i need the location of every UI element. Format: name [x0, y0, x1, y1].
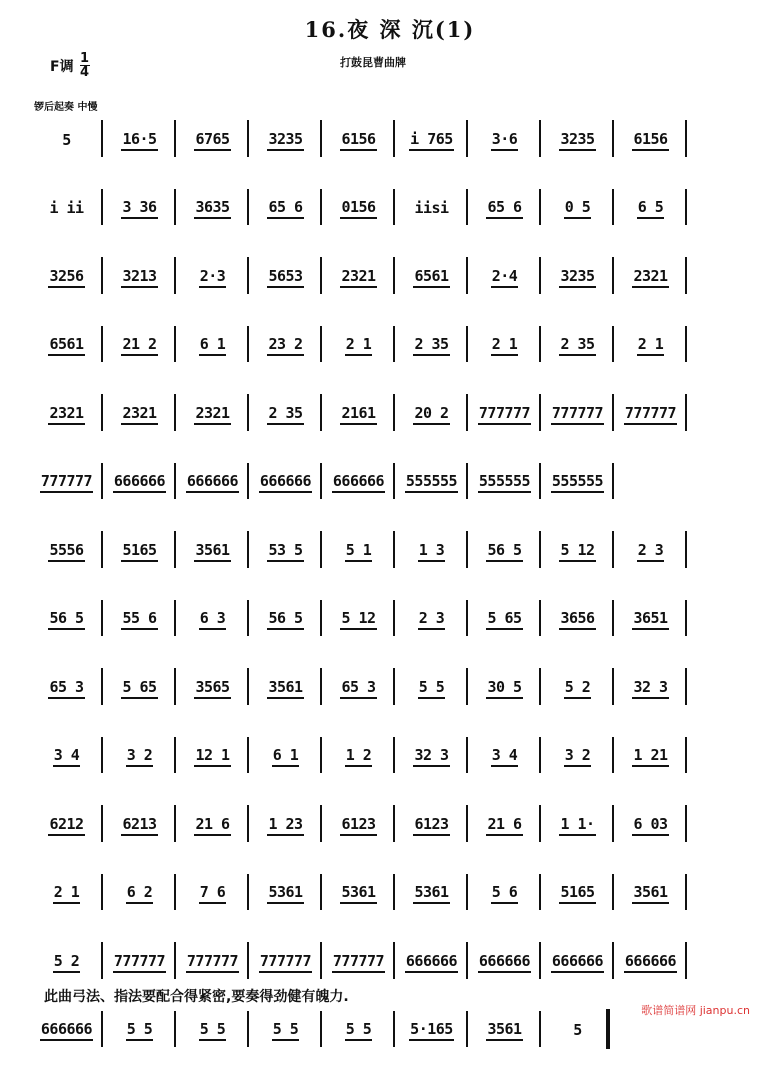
measure: [541, 997, 614, 1065]
note-group: 6 03: [632, 815, 668, 836]
note-group: 5: [572, 1021, 583, 1040]
note-group: 30 5: [486, 678, 522, 699]
note-group: 2·3: [199, 267, 227, 288]
measure: [322, 449, 395, 518]
note-group: 777777: [478, 404, 531, 425]
note-group: 6 1: [272, 746, 300, 767]
note-group: 777777: [113, 952, 166, 973]
measure: [614, 243, 687, 312]
note-group: 2161: [340, 404, 376, 425]
note-group: 2321: [632, 267, 668, 288]
measure: [614, 175, 687, 244]
measure: [30, 791, 103, 860]
score-line: [30, 106, 760, 175]
note-group: 777777: [259, 952, 312, 973]
measure: [322, 791, 395, 860]
measure: [103, 791, 176, 860]
note-group: 5165: [121, 541, 157, 562]
measure: [395, 723, 468, 792]
measure: [249, 380, 322, 449]
note-group: 5 5: [126, 1020, 154, 1041]
measure: [614, 791, 687, 860]
note-group: 6 1: [199, 335, 227, 356]
note-group: 5 2: [564, 678, 592, 699]
measure: [468, 860, 541, 929]
note-group: 5 1: [345, 541, 373, 562]
measure: [103, 586, 176, 655]
measure: [103, 654, 176, 723]
measure: [30, 380, 103, 449]
note-group: 3561: [194, 541, 230, 562]
measure: [176, 449, 249, 518]
note-group: 777777: [624, 404, 677, 425]
note-group: 666666: [332, 472, 385, 493]
measure: [322, 654, 395, 723]
measure: [176, 997, 249, 1065]
note-group: 20 2: [413, 404, 449, 425]
measure: [468, 791, 541, 860]
measure: [249, 175, 322, 244]
measure: [541, 312, 614, 381]
measure: [30, 654, 103, 723]
measure: [322, 243, 395, 312]
score-line: [30, 380, 760, 449]
note-group: 0156: [340, 198, 376, 219]
measure: [614, 723, 687, 792]
measure: [30, 243, 103, 312]
measure: [541, 586, 614, 655]
note-group: 3 4: [53, 746, 81, 767]
note-group: 777777: [186, 952, 239, 973]
measure: [541, 860, 614, 929]
measure: [468, 586, 541, 655]
note-group: 5 5: [418, 678, 446, 699]
measure: [541, 380, 614, 449]
note-group: 32 3: [413, 746, 449, 767]
measure: [176, 586, 249, 655]
tempo-marking: 锣后起奏 中慢: [34, 98, 97, 113]
note-group: 666666: [186, 472, 239, 493]
note-group: 12 1: [194, 746, 230, 767]
key-label: F调: [50, 56, 74, 76]
measure: [322, 586, 395, 655]
measure: [103, 517, 176, 586]
measure: [468, 997, 541, 1065]
note-group: 56 5: [267, 609, 303, 630]
measure: [176, 243, 249, 312]
measure: [468, 517, 541, 586]
measure: [614, 106, 687, 175]
note-group: 56 5: [486, 541, 522, 562]
measure: [322, 380, 395, 449]
measure: [614, 380, 687, 449]
note-group: 777777: [551, 404, 604, 425]
measure: [395, 928, 468, 997]
note-group: 3213: [121, 267, 157, 288]
note-group: 3235: [559, 267, 595, 288]
note-group: 6212: [48, 815, 84, 836]
score-line: [30, 654, 760, 723]
note-group: 2 1: [345, 335, 373, 356]
note-group: 3235: [559, 130, 595, 151]
measure: [541, 791, 614, 860]
measure: [468, 654, 541, 723]
note-group: 65 6: [486, 198, 522, 219]
piece-subtitle: 打鼓昆曹曲牌: [340, 54, 406, 70]
note-group: 7 6: [199, 883, 227, 904]
note-group: 21 6: [194, 815, 230, 836]
note-group: 2321: [48, 404, 84, 425]
note-group: 2 1: [491, 335, 519, 356]
measure: [30, 723, 103, 792]
measure: [30, 106, 103, 175]
note-group: 5556: [48, 541, 84, 562]
note-group: 5 65: [121, 678, 157, 699]
watermark: 歌谱简谱网 jianpu.cn: [641, 1002, 750, 1018]
measure: [249, 791, 322, 860]
note-group: 6123: [340, 815, 376, 836]
measure: [322, 106, 395, 175]
note-group: 5 65: [486, 609, 522, 630]
note-group: 555555: [478, 472, 531, 493]
measure: [614, 312, 687, 381]
note-group: 3635: [194, 198, 230, 219]
piece-title: 16.夜 深 沉(1): [0, 14, 780, 44]
note-group: 5653: [267, 267, 303, 288]
note-group: 666666: [40, 1020, 93, 1041]
note-group: 666666: [259, 472, 312, 493]
score-staff: [30, 106, 760, 1065]
note-group: 666666: [113, 472, 166, 493]
measure: [468, 106, 541, 175]
note-group: 3·6: [491, 130, 519, 151]
note-group: 65 3: [340, 678, 376, 699]
measure: [249, 654, 322, 723]
note-group: 56 5: [48, 609, 84, 630]
note-group: 21 2: [121, 335, 157, 356]
note-group: 53 5: [267, 541, 303, 562]
measure: [249, 517, 322, 586]
note-group: 2 3: [418, 609, 446, 630]
measure: [103, 997, 176, 1065]
note-group: 2·4: [491, 267, 519, 288]
note-group: 5 12: [340, 609, 376, 630]
measure: [176, 380, 249, 449]
measure: [103, 312, 176, 381]
measure: [614, 586, 687, 655]
note-group: 6 3: [199, 609, 227, 630]
note-group: 2 1: [637, 335, 665, 356]
note-group: 32 3: [632, 678, 668, 699]
note-group: 3561: [632, 883, 668, 904]
measure: [249, 106, 322, 175]
note-group: 2321: [340, 267, 376, 288]
note-group: 21 6: [486, 815, 522, 836]
measure: [322, 175, 395, 244]
note-group: 55 6: [121, 609, 157, 630]
time-signature-top: 1: [80, 52, 89, 65]
note-group: 555555: [551, 472, 604, 493]
note-group: 2 3: [637, 541, 665, 562]
note-group: 16·5: [121, 130, 157, 151]
measure: [103, 175, 176, 244]
note-group: 6213: [121, 815, 157, 836]
measure: [249, 312, 322, 381]
note-group: 6156: [632, 130, 668, 151]
note-group: 3651: [632, 609, 668, 630]
note-group: 3 4: [491, 746, 519, 767]
measure: [30, 312, 103, 381]
measure: [176, 106, 249, 175]
measure: [395, 243, 468, 312]
note-group: 3 2: [564, 746, 592, 767]
score-line: [30, 791, 760, 860]
note-group: 666666: [551, 952, 604, 973]
note-group: 6 5: [637, 198, 665, 219]
note-group: 6561: [413, 267, 449, 288]
note-group: 23 2: [267, 335, 303, 356]
measure: [395, 312, 468, 381]
note-group: 2 35: [559, 335, 595, 356]
measure: [395, 106, 468, 175]
measure: [395, 586, 468, 655]
note-group: 5361: [267, 883, 303, 904]
note-group: 2 35: [413, 335, 449, 356]
measure: [249, 723, 322, 792]
note-group: 5361: [413, 883, 449, 904]
measure: [395, 860, 468, 929]
measure: [249, 243, 322, 312]
note-group: 1 3: [418, 541, 446, 562]
note-group: iisi: [413, 199, 449, 218]
measure: [541, 243, 614, 312]
measure: [103, 380, 176, 449]
measure: [103, 860, 176, 929]
note-group: 2321: [121, 404, 157, 425]
note-group: 2321: [194, 404, 230, 425]
measure: [468, 723, 541, 792]
note-group: 3656: [559, 609, 595, 630]
note-group: 5 2: [53, 952, 81, 973]
measure: [103, 723, 176, 792]
score-line: [30, 175, 760, 244]
measure: [249, 449, 322, 518]
measure: [614, 654, 687, 723]
measure: [468, 380, 541, 449]
note-group: 777777: [40, 472, 93, 493]
measure: [176, 517, 249, 586]
note-group: 6156: [340, 130, 376, 151]
note-group: 3 2: [126, 746, 154, 767]
note-group: 555555: [405, 472, 458, 493]
measure: [176, 723, 249, 792]
measure: [30, 175, 103, 244]
measure: [30, 586, 103, 655]
measure: [176, 175, 249, 244]
note-group: 5 6: [491, 883, 519, 904]
note-group: 65 6: [267, 198, 303, 219]
note-group: 6123: [413, 815, 449, 836]
measure: [322, 860, 395, 929]
key-signature: [50, 52, 90, 79]
note-group: 6 2: [126, 883, 154, 904]
note-group: 3561: [267, 678, 303, 699]
measure: [395, 449, 468, 518]
note-group: 3256: [48, 267, 84, 288]
note-group: 2 1: [53, 883, 81, 904]
measure: [541, 175, 614, 244]
measure: [30, 860, 103, 929]
note-group: 6561: [48, 335, 84, 356]
measure: [395, 997, 468, 1065]
measure: [614, 928, 687, 997]
measure: [468, 449, 541, 518]
measure: [468, 243, 541, 312]
measure: [103, 106, 176, 175]
measure: [30, 449, 103, 518]
measure: [176, 312, 249, 381]
measure: [468, 175, 541, 244]
note-group: 1 1·: [559, 815, 595, 836]
score-line: [30, 586, 760, 655]
measure: [176, 791, 249, 860]
measure: [103, 243, 176, 312]
measure: [176, 654, 249, 723]
note-group: 5 5: [345, 1020, 373, 1041]
time-signature: [80, 52, 90, 79]
note-group: 666666: [624, 952, 677, 973]
measure: [541, 517, 614, 586]
note-group: i 765: [409, 130, 454, 151]
measure: [322, 312, 395, 381]
measure: [30, 517, 103, 586]
score-line: [30, 312, 760, 381]
note-group: 3565: [194, 678, 230, 699]
score-line: [30, 860, 760, 929]
note-group: 3561: [486, 1020, 522, 1041]
note-group: 3 36: [121, 198, 157, 219]
measure: [249, 860, 322, 929]
note-group: 1 2: [345, 746, 373, 767]
note-group: 5 5: [272, 1020, 300, 1041]
measure: [322, 997, 395, 1065]
note-group: 666666: [478, 952, 531, 973]
note-group: 5: [61, 131, 72, 150]
note-group: i ii: [48, 199, 84, 218]
measure: [468, 312, 541, 381]
measure: [322, 517, 395, 586]
note-group: 2 35: [267, 404, 303, 425]
measure: [614, 517, 687, 586]
note-group: 5 5: [199, 1020, 227, 1041]
note-group: 1 21: [632, 746, 668, 767]
note-group: 1 23: [267, 815, 303, 836]
measure: [322, 723, 395, 792]
measure: [249, 997, 322, 1065]
measure: [103, 449, 176, 518]
measure: [468, 928, 541, 997]
performance-note: 此曲弓法、指法要配合得紧密,要奏得劲健有魄力.: [44, 986, 349, 1006]
note-group: 5165: [559, 883, 595, 904]
measure: [395, 175, 468, 244]
note-group: 777777: [332, 952, 385, 973]
measure: [541, 654, 614, 723]
score-line: [30, 723, 760, 792]
measure: [541, 928, 614, 997]
measure: [541, 723, 614, 792]
measure: [395, 654, 468, 723]
note-group: 6765: [194, 130, 230, 151]
score-line: [30, 517, 760, 586]
time-signature-bottom: 4: [80, 66, 89, 79]
note-group: 0 5: [564, 198, 592, 219]
score-line: [30, 243, 760, 312]
note-group: 5·165: [409, 1020, 454, 1041]
score-line: [30, 449, 760, 518]
measure: [614, 860, 687, 929]
measure: [395, 517, 468, 586]
measure: [395, 791, 468, 860]
note-group: 5361: [340, 883, 376, 904]
note-group: 65 3: [48, 678, 84, 699]
note-group: 3235: [267, 130, 303, 151]
measure: [30, 997, 103, 1065]
measure: [541, 106, 614, 175]
measure: [541, 449, 614, 518]
note-group: 5 12: [559, 541, 595, 562]
measure: [249, 586, 322, 655]
measure: [395, 380, 468, 449]
measure: [176, 860, 249, 929]
note-group: 666666: [405, 952, 458, 973]
